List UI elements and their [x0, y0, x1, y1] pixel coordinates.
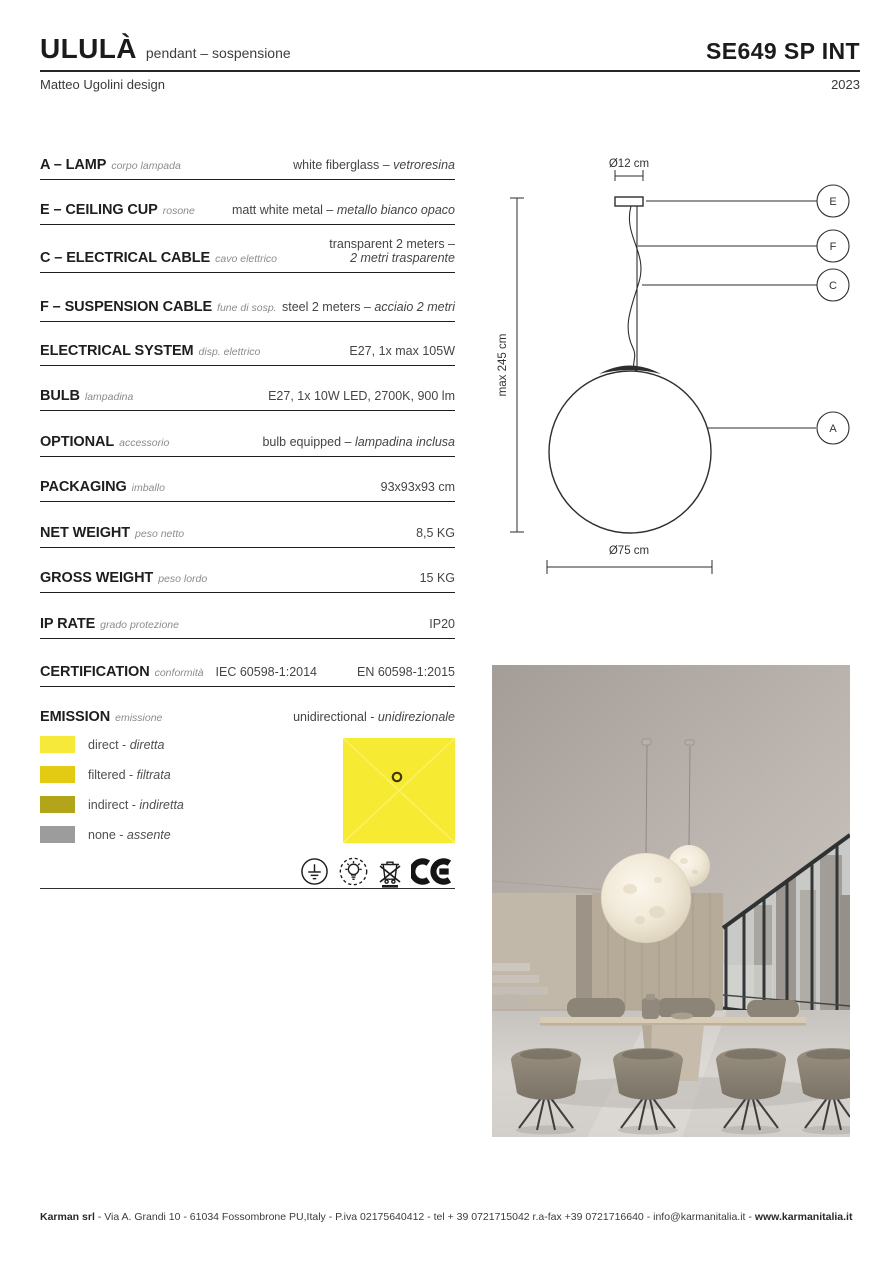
earth-ground-icon	[300, 857, 329, 886]
spec-label-group	[40, 388, 133, 404]
emission-header	[40, 700, 455, 725]
spec-label-group	[40, 570, 207, 586]
spec-row	[40, 225, 455, 273]
spec-label-group	[40, 250, 277, 266]
legend-label: none - assente	[88, 827, 171, 842]
lamp-sphere-drawing	[549, 371, 711, 533]
spec-row	[40, 180, 455, 225]
legend-item	[40, 736, 184, 753]
header-rule	[40, 70, 860, 72]
spec-sublabel: grado protezione	[100, 619, 179, 631]
spec-row	[40, 411, 455, 457]
emission-diagram	[343, 738, 455, 843]
spec-sublabel: imballo	[131, 482, 165, 494]
callout-letter-a: A	[829, 423, 837, 435]
spec-label-group	[40, 202, 195, 218]
spec-row	[40, 502, 455, 548]
spec-value: 93x93x93 cm	[380, 480, 455, 495]
product-title: ULULÀ	[40, 33, 137, 64]
legend-color-swatch	[40, 766, 75, 783]
legend-color-swatch	[40, 826, 75, 843]
footer-email-link[interactable]: info@karmanitalia.it	[653, 1211, 746, 1223]
spec-value: E27, 1x 10W LED, 2700K, 900 lm	[268, 389, 455, 404]
spec-table	[40, 150, 455, 687]
spec-sublabel: accessorio	[119, 437, 170, 449]
callout-letter-e: E	[829, 196, 837, 208]
spec-label: CERTIFICATION	[40, 664, 150, 680]
footer-separator: -	[745, 1211, 755, 1223]
bulb-icon	[338, 856, 369, 887]
spec-row	[40, 273, 455, 322]
spec-sublabel: cavo elettrico	[215, 253, 278, 265]
spec-value: IP20	[429, 617, 455, 632]
spec-row	[40, 639, 455, 687]
weee-bin-icon	[378, 856, 402, 888]
spec-value: steel 2 meters – acciaio 2 metri	[282, 300, 455, 315]
ceiling-cup-drawing	[615, 197, 643, 206]
legend-label: direct - diretta	[88, 737, 165, 752]
spec-value: 8,5 KG	[416, 526, 455, 541]
legend-item	[40, 766, 184, 783]
spec-row	[40, 150, 455, 180]
spec-sublabel: conformità	[154, 667, 204, 679]
emission-value-it: unidirezionale	[377, 710, 455, 725]
spec-label: IP RATE	[40, 616, 96, 632]
spec-sublabel: fune di sosp.	[217, 302, 277, 314]
callout-letter-f: F	[829, 241, 837, 253]
year: 2023	[831, 77, 860, 92]
emission-section	[40, 700, 455, 892]
lifestyle-photo-art	[492, 665, 850, 1137]
spec-value: matt white metal – metallo bianco opaco	[231, 203, 455, 218]
spec-row	[40, 457, 455, 502]
spec-row	[40, 366, 455, 411]
sphere-diameter-label: Ø75 cm	[608, 545, 650, 557]
header	[40, 33, 860, 92]
max-drop-label: max 245 cm	[497, 333, 509, 397]
legend-label: indirect - indiretta	[88, 797, 184, 812]
emission-source-dot	[393, 773, 401, 781]
emission-legend	[40, 736, 184, 856]
emission-label-group	[40, 709, 162, 725]
model-code: SE649 SP INT	[706, 38, 860, 64]
spec-label: GROSS WEIGHT	[40, 570, 154, 586]
spec-sublabel: corpo lampada	[111, 160, 181, 172]
spec-label-group	[40, 343, 260, 359]
ce-mark-icon	[411, 857, 455, 886]
legend-item	[40, 796, 184, 813]
spec-value: white fiberglass – vetroresina	[293, 158, 455, 173]
spec-label: NET WEIGHT	[40, 525, 131, 541]
spec-label-group	[40, 479, 165, 495]
spec-sublabel: lampadina	[84, 391, 134, 403]
spec-label-group	[40, 434, 169, 450]
lifestyle-photo	[492, 665, 850, 1137]
spec-value: transparent 2 meters – 2 metri trasparente	[329, 236, 455, 266]
legend-item	[40, 826, 184, 843]
cup-diameter-label: Ø12 cm	[608, 158, 650, 170]
callout-letter-c: C	[829, 280, 837, 292]
spec-sublabel: peso lordo	[158, 573, 208, 585]
spec-label-group	[40, 299, 277, 315]
legend-color-swatch	[40, 796, 75, 813]
spec-label: E – CEILING CUP	[40, 202, 158, 218]
certification-icons	[300, 855, 455, 888]
spec-label-group	[40, 157, 181, 173]
title-wrap	[40, 33, 291, 65]
spec-row	[40, 548, 455, 593]
dimension-diagram	[480, 140, 892, 610]
spec-label: BULB	[40, 388, 80, 404]
designer-name: Matteo Ugolini design	[40, 77, 166, 92]
emission-bottom-rule	[40, 888, 455, 889]
spec-value: 15 KG	[419, 571, 455, 586]
emission-label: EMISSION	[40, 709, 111, 725]
footer	[40, 1211, 860, 1223]
emission-value	[293, 710, 455, 725]
spec-value: bulb equipped – lampadina inclusa	[262, 435, 455, 450]
legend-color-swatch	[40, 736, 75, 753]
emission-sublabel: emissione	[115, 712, 163, 724]
emission-value-en: unidirectional -	[293, 710, 378, 725]
spec-label: F – SUSPENSION CABLE	[40, 299, 213, 315]
product-subtitle: pendant – sospensione	[145, 45, 291, 61]
spec-sublabel: disp. elettrico	[198, 346, 261, 358]
spec-label: PACKAGING	[40, 479, 127, 495]
footer-details: - Via A. Grandi 10 - 61034 Fossombrone PU,Italy - P.iva 02175640412 - tel + 39 0721715042 r.a-fax +39 0721716640 -	[94, 1211, 654, 1223]
electrical-cable-drawing	[628, 206, 641, 371]
spec-value: IEC 60598-1:2014 EN 60598-1:2015	[215, 665, 455, 680]
header-top	[40, 33, 860, 65]
spec-value: E27, 1x max 105W	[349, 344, 455, 359]
spec-label: A – LAMP	[40, 157, 107, 173]
header-bottom	[40, 77, 860, 92]
spec-label: C – ELECTRICAL CABLE	[40, 250, 211, 266]
footer-company: Karman srl	[40, 1211, 95, 1223]
spec-label: OPTIONAL	[40, 434, 115, 450]
spec-label-group	[40, 616, 179, 632]
legend-label: filtered - filtrata	[88, 767, 171, 782]
spec-row	[40, 593, 455, 639]
spec-row	[40, 322, 455, 366]
spec-label: ELECTRICAL SYSTEM	[40, 343, 194, 359]
spec-label-group	[40, 664, 204, 680]
spec-sublabel: peso netto	[135, 528, 185, 540]
footer-website-link[interactable]: www.karmanitalia.it	[754, 1211, 853, 1223]
spec-sublabel: rosone	[162, 205, 195, 217]
spec-label-group	[40, 525, 184, 541]
